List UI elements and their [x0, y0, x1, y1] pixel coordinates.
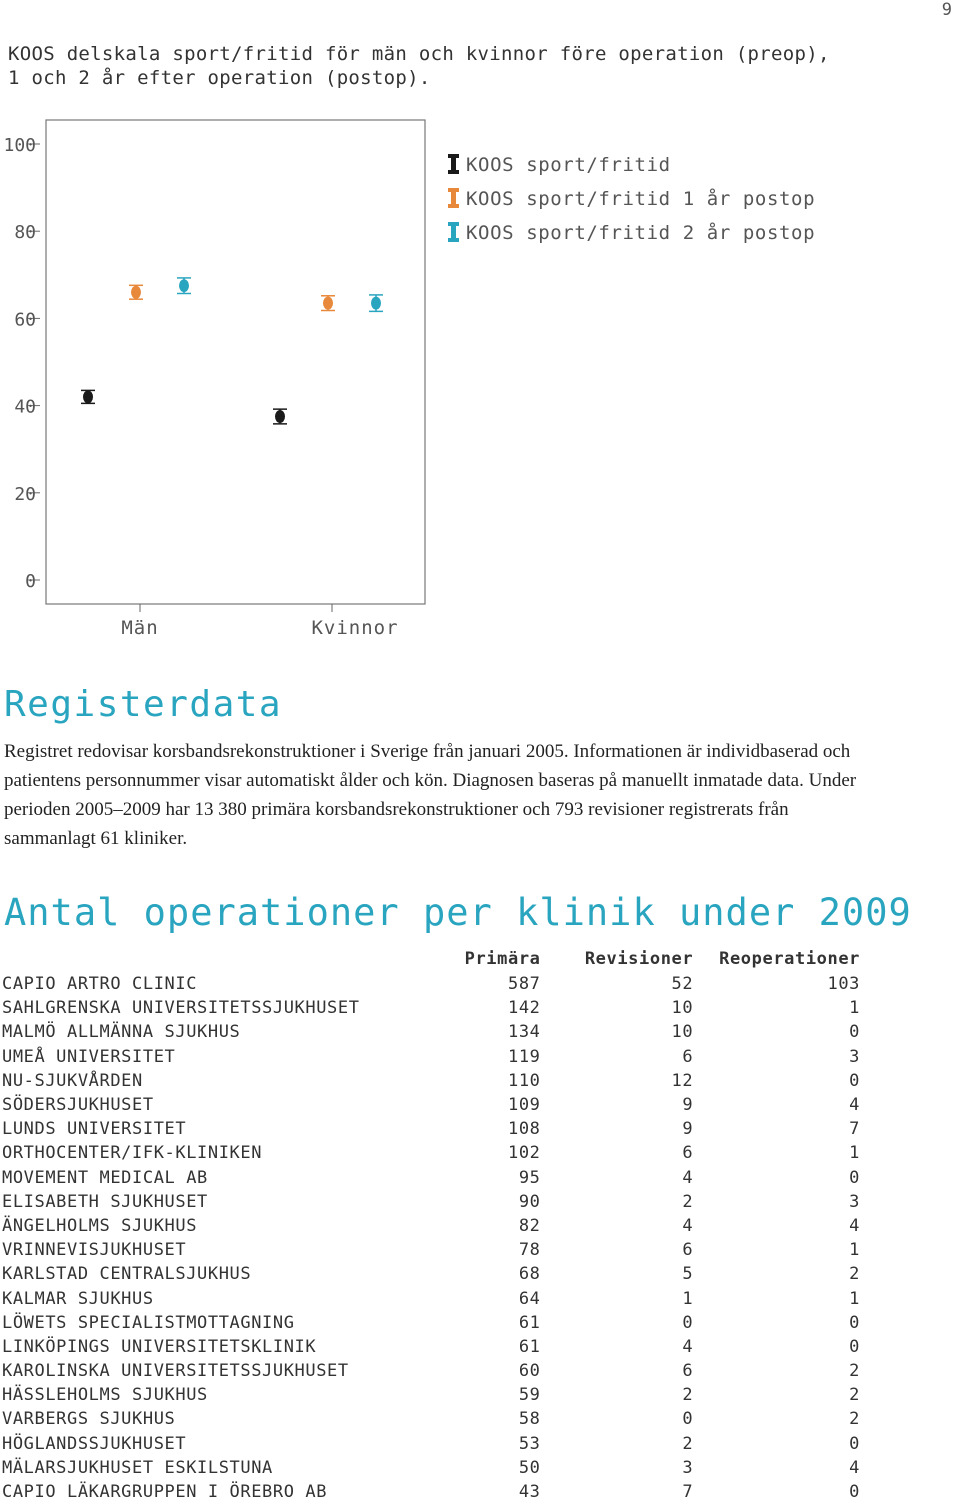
reoperationer-value: 2 [849, 1264, 860, 1285]
primara-value: 587 [507, 974, 541, 995]
legend-swatch-cap-bottom [448, 238, 459, 242]
primara-value: 109 [507, 1095, 541, 1116]
clinic-name: VRINNEVISJUKHUSET [2, 1240, 187, 1261]
table-row [0, 972, 860, 996]
clinic-name: SÖDERSJUKHUSET [2, 1095, 154, 1116]
primara-value: 95 [518, 1167, 541, 1188]
revisioner-value: 10 [671, 1022, 694, 1043]
clinic-name: CAPIO LÄKARGRUPPEN I ÖREBRO AB [2, 1482, 328, 1503]
primara-value: 90 [518, 1191, 541, 1212]
y-tick-label: 100 [3, 135, 36, 156]
revisioner-value: 0 [682, 1312, 694, 1333]
primara-value: 134 [507, 1022, 541, 1043]
clinic-name: KARLSTAD CENTRALSJUKHUS [2, 1264, 252, 1285]
data-point [179, 279, 189, 292]
legend-label: KOOS sport/fritid [466, 154, 671, 176]
clinic-name: ELISABETH SJUKHUSET [2, 1191, 208, 1212]
y-tick-label: 60 [14, 309, 36, 331]
primara-value: 60 [518, 1361, 541, 1382]
revisioner-value: 6 [682, 1143, 694, 1164]
table-row [0, 1456, 860, 1480]
y-tick-label: 80 [14, 222, 36, 244]
revisioner-value: 10 [671, 998, 694, 1019]
revisioner-value: 9 [682, 1119, 694, 1140]
primara-value: 58 [518, 1409, 541, 1430]
registerdata-heading: Registerdata [4, 684, 283, 725]
primara-value: 110 [507, 1070, 541, 1091]
table-row [0, 1117, 860, 1141]
reoperationer-value: 4 [849, 1215, 860, 1236]
reoperationer-value: 3 [849, 1191, 860, 1212]
data-point [323, 297, 333, 310]
reoperationer-value: 3 [849, 1046, 860, 1067]
table-header-row [0, 946, 860, 972]
table-row [0, 1480, 860, 1504]
table-row [0, 1432, 860, 1456]
revisioner-value: 12 [671, 1070, 694, 1091]
primara-value: 102 [507, 1143, 541, 1164]
primara-value: 53 [518, 1433, 541, 1454]
col-header-primara: Primära [464, 949, 541, 969]
revisioner-value: 4 [682, 1215, 694, 1236]
legend-item [448, 187, 815, 210]
clinic-name: CAPIO ARTRO CLINIC [2, 974, 198, 995]
clinic-name: MALMÖ ALLMÄNNA SJUKHUS [2, 1022, 241, 1043]
reoperationer-value: 0 [849, 1312, 860, 1333]
clinic-table [0, 946, 860, 1504]
clinic-name: KALMAR SJUKHUS [2, 1288, 154, 1309]
legend-swatch-cap-bottom [448, 170, 459, 174]
clinic-name: HÖGLANDSSJUKHUSET [2, 1433, 187, 1454]
clinic-name: NU-SJUKVÅRDEN [2, 1070, 143, 1091]
data-point [275, 410, 285, 423]
col-header-revisioner: Revisioner [584, 949, 694, 969]
revisioner-value: 52 [671, 974, 694, 995]
reoperationer-value: 0 [849, 1482, 860, 1503]
col-header-reoperationer: Reoperationer [719, 949, 860, 969]
primara-value: 108 [507, 1119, 541, 1140]
clinic-name: VARBERGS SJUKHUS [2, 1409, 176, 1430]
primara-value: 61 [518, 1312, 541, 1333]
data-point [83, 390, 93, 403]
legend-item [448, 154, 671, 176]
table-row [0, 1335, 860, 1359]
clinic-name: SAHLGRENSKA UNIVERSITETSSJUKHUSET [2, 998, 360, 1019]
reoperationer-value: 0 [849, 1433, 860, 1454]
table-row [0, 1045, 860, 1069]
revisioner-value: 3 [682, 1457, 694, 1478]
primara-value: 50 [518, 1457, 541, 1478]
legend-swatch-cap-top [448, 188, 459, 192]
table-row [0, 1190, 860, 1214]
reoperationer-value: 103 [827, 974, 860, 995]
legend-label: KOOS sport/fritid 1 år postop [466, 188, 816, 210]
table-row [0, 1262, 860, 1286]
primara-value: 43 [518, 1482, 541, 1503]
reoperationer-value: 2 [849, 1385, 860, 1406]
reoperationer-value: 4 [849, 1457, 860, 1478]
x-tick-label: Män [121, 617, 159, 639]
y-tick-label: 40 [14, 396, 36, 418]
reoperationer-value: 0 [849, 1022, 860, 1043]
y-tick-label: 20 [14, 483, 36, 505]
table-row [0, 1141, 860, 1165]
clinic-name: HÄSSLEHOLMS SJUKHUS [2, 1385, 208, 1406]
primara-value: 82 [518, 1215, 541, 1236]
revisioner-value: 9 [682, 1095, 694, 1116]
reoperationer-value: 2 [849, 1361, 860, 1382]
revisioner-value: 6 [682, 1046, 694, 1067]
table-heading: Antal operationer per klinik under 2009 [4, 891, 912, 934]
clinic-name: ÄNGELHOLMS SJUKHUS [2, 1215, 198, 1236]
page-number: 9 [941, 0, 952, 20]
y-tick-label: 0 [25, 571, 36, 592]
table-row [0, 1093, 860, 1117]
legend-swatch-cap-bottom [448, 204, 459, 208]
table-row [0, 1166, 860, 1190]
reoperationer-value: 0 [849, 1070, 860, 1091]
revisioner-value: 6 [682, 1361, 694, 1382]
legend-swatch-cap-top [448, 222, 459, 226]
reoperationer-value: 1 [849, 1143, 860, 1164]
revisioner-value: 0 [682, 1409, 694, 1430]
table-row [0, 1238, 860, 1262]
koos-chart [0, 110, 960, 650]
primara-value: 59 [518, 1385, 541, 1406]
clinic-name: LÖWETS SPECIALISTMOTTAGNING [2, 1312, 295, 1333]
reoperationer-value: 0 [849, 1336, 860, 1357]
clinic-name: MOVEMENT MEDICAL AB [2, 1167, 208, 1188]
legend-label: KOOS sport/fritid 2 år postop [466, 222, 816, 244]
reoperationer-value: 4 [849, 1095, 860, 1116]
reoperationer-value: 0 [849, 1167, 860, 1188]
revisioner-value: 2 [682, 1433, 694, 1454]
legend-item [448, 221, 815, 244]
col-header-clinic [0, 946, 432, 972]
revisioner-value: 1 [682, 1288, 694, 1309]
clinic-name: LUNDS UNIVERSITET [2, 1119, 187, 1140]
primara-value: 68 [518, 1264, 541, 1285]
reoperationer-value: 1 [849, 1288, 860, 1309]
data-point [131, 286, 141, 299]
primara-value: 78 [518, 1240, 541, 1261]
table-row [0, 1069, 860, 1093]
primara-value: 61 [518, 1336, 541, 1357]
data-point [371, 297, 381, 310]
clinic-name: KAROLINSKA UNIVERSITETSSJUKHUSET [2, 1361, 349, 1382]
chart-title: KOOS delskala sport/fritid för män och kvinnor före operation (preop), 1 och 2 år efter operation (postop). [8, 43, 830, 89]
table-row [0, 1383, 860, 1407]
revisioner-value: 4 [682, 1167, 694, 1188]
legend-swatch-cap-top [448, 154, 459, 158]
primara-value: 142 [507, 998, 541, 1019]
registerdata-body: Registret redovisar korsbandsrekonstruktioner i Sverige från januari 2005. Informationen är individbaserad och patientens personnummer visar automatiskt ålder och kön. Diagnosen baseras på manuellt inmatade data. Under perioden 2005–2009 har 13 380 primära korsbandsrekonstruktioner och 793 revisioner registrerats från sammanlagt 61 kliniker. [4, 741, 857, 849]
revisioner-value: 5 [682, 1264, 694, 1285]
table-row [0, 1020, 860, 1044]
table-row [0, 1286, 860, 1310]
table-row [0, 996, 860, 1020]
primara-value: 119 [507, 1046, 541, 1067]
table-row [0, 1359, 860, 1383]
reoperationer-value: 2 [849, 1409, 860, 1430]
clinic-name: LINKÖPINGS UNIVERSITETSKLINIK [2, 1336, 317, 1357]
revisioner-value: 2 [682, 1385, 694, 1406]
table-row [0, 1311, 860, 1335]
clinic-name: MÄLARSJUKHUSET ESKILSTUNA [2, 1457, 273, 1478]
revisioner-value: 7 [682, 1482, 694, 1503]
primara-value: 64 [518, 1288, 541, 1309]
clinic-name: ORTHOCENTER/IFK-KLINIKEN [2, 1143, 263, 1164]
plot-frame [46, 120, 425, 604]
table-row [0, 1407, 860, 1431]
reoperationer-value: 1 [849, 998, 860, 1019]
reoperationer-value: 7 [849, 1119, 860, 1140]
table-row [0, 1214, 860, 1238]
revisioner-value: 4 [682, 1336, 694, 1357]
reoperationer-value: 1 [849, 1240, 860, 1261]
revisioner-value: 6 [682, 1240, 694, 1261]
x-tick-label: Kvinnor [311, 617, 399, 639]
clinic-name: UMEÅ UNIVERSITET [2, 1046, 176, 1067]
revisioner-value: 2 [682, 1191, 694, 1212]
